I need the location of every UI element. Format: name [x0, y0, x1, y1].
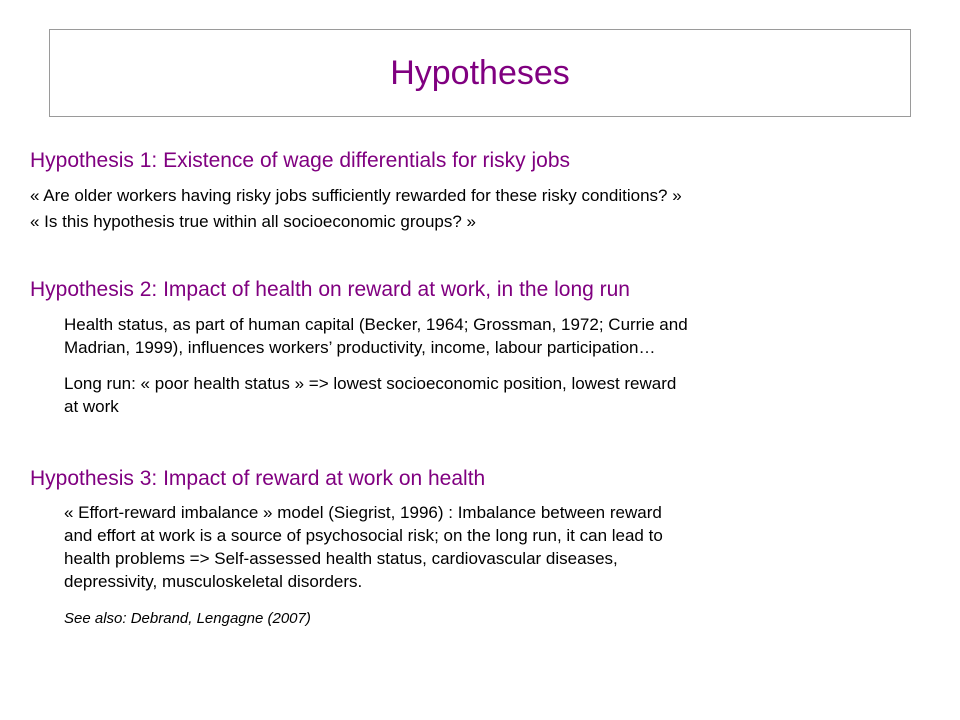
page-title: Hypotheses: [390, 53, 570, 92]
hypothesis-3-paragraph-line-1: « Effort-reward imbalance » model (Siegrist, 1996) : Imbalance between reward: [64, 503, 662, 522]
see-also-reference: See also: Debrand, Lengagne (2007): [64, 610, 311, 627]
hypothesis-3-paragraph-line-2: and effort at work is a source of psychosocial risk; on the long run, it can lead to: [64, 526, 663, 545]
hypothesis-3-paragraph-line-3: health problems => Self-assessed health status, cardiovascular diseases,: [64, 549, 618, 568]
hypothesis-3-heading: Hypothesis 3: Impact of reward at work on health: [30, 467, 486, 490]
hypothesis-1-heading: Hypothesis 1: Existence of wage differentials for risky jobs: [30, 149, 571, 172]
hypothesis-2-paragraph-1-line-2: Madrian, 1999), influences workers’ productivity, income, labour participation…: [64, 338, 656, 357]
hypothesis-3-paragraph-line-4: depressivity, musculoskeletal disorders.: [64, 572, 363, 591]
hypothesis-2-heading: Hypothesis 2: Impact of health on reward at work, in the long run: [30, 278, 630, 301]
title-box: [49, 29, 911, 117]
hypothesis-2-paragraph-1-line-1: Health status, as part of human capital (Becker, 1964; Grossman, 1972; Currie and: [64, 315, 688, 334]
hypothesis-2-paragraph-2-line-1: Long run: « poor health status » => lowest socioeconomic position, lowest reward: [64, 374, 677, 393]
hypothesis-1-question-1: « Are older workers having risky jobs sufficiently rewarded for these risky conditions? »: [30, 186, 682, 205]
hypothesis-1-question-2: « Is this hypothesis true within all socioeconomic groups? »: [30, 212, 477, 231]
hypothesis-2-paragraph-2-line-2: at work: [64, 397, 119, 416]
